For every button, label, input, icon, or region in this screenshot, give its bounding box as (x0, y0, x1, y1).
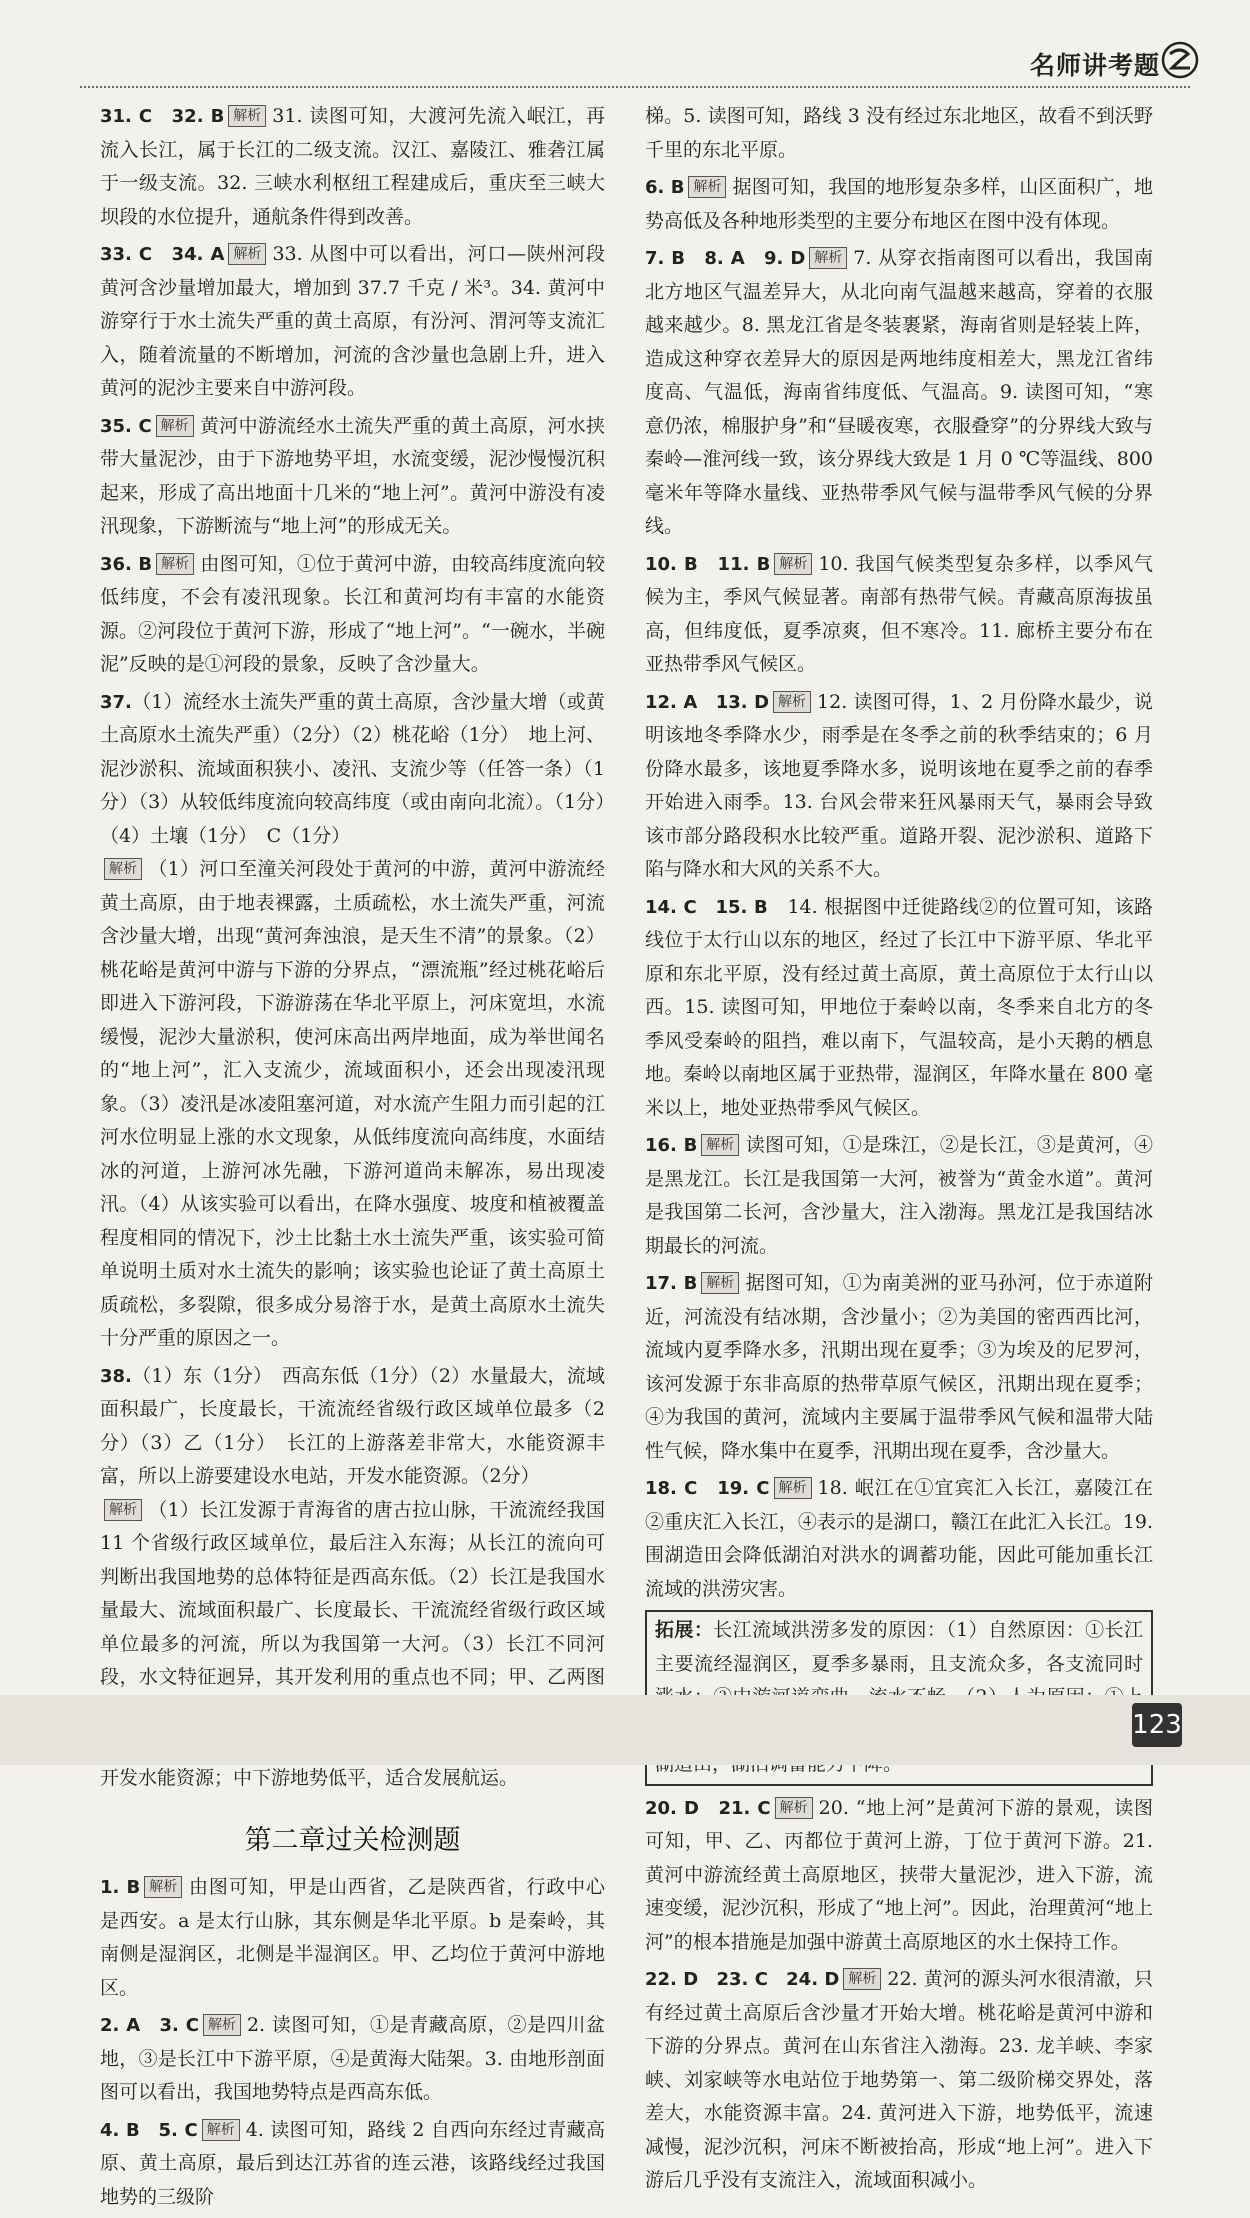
answer-item: 20. D 21. C 解析 20. “地上河”是黄河下游的景观，读图可知，甲、乙、丙都位于黄河上游，丁位于黄河下游。21. 黄河中游流经黄土高原地区，挟带大量泥沙，进入下游，流速变缓，泥沙沉积，形成了“地上河”。因此，治理黄河“地上河”的根本措施是加强中游黄土高原地区的水土保持工作。 (645, 1796, 1153, 1953)
answer-item: 16. B 解析 读图可知，①是珠江，②是长江，③是黄河，④是黑龙江。长江是我国第一大河，被誉为“黄金水道”。黄河是我国第二长河，含沙量大，注入渤海。黑龙江是我国结冰期最长的河流。 (645, 1134, 1153, 1257)
answer-item: 12. A 13. D 解析 12. 读图可得，1、2 月份降水最少，说明该地冬季降水少，雨季是在冬季之前的秋季结束的；6 月份降水最多，该地夏季降水多，说明该地在夏季之前的春季开始进入雨季。13. 台风会带来狂风暴雨天气，暴雨会导致该市部分路段积水比较严重。道路开裂、泥沙淤积、道路下陷与降水和大风的关系不大。 (645, 690, 1153, 880)
answer-item: 6. B 解析 据图可知，我国的地形复杂多样，山区面积广，地势高低及各种地形类型的主要分布地区在图中没有体现。 (645, 176, 1153, 232)
page-number: 123 (1132, 1703, 1182, 1747)
extension-box: 拓展：长江流域洪涝多发的原因：（1）自然原因：①长江主要流经湿润区，夏季多暴雨，且支流众多，各支流同时 (645, 1610, 1153, 1786)
answer-item: 2. A 3. C 解析 2. 读图可知，①是青藏高原，②是四川盆地，③是长江中下游平原，④是黄海大陆架。3. 由地形剖面图可以看出，我国地势特点是西高东低。 (100, 2014, 606, 2103)
header-title: 名师讲考题 (1029, 51, 1160, 80)
answer-item: 33. C 34. A 解析 33. 从图中可以看出，河口—陕州河段黄河含沙量增加最大，增加到 37.7 千克 / 米³。34. 黄河中游穿行于水土流失严重的黄土高原，有汾河、渭河等支流汇入，随着流量的不断增加，河流的含沙量也急剧上升，进入黄河的泥沙主要来自中游河段。 (100, 243, 606, 399)
section-title: 第二章过关检测题 (244, 1825, 461, 1856)
answer-item: 35. C 解析 黄河中游流经水土流失严重的黄土高原，河水挟带大量泥沙，由于下游地势平坦，水流变缓，泥沙慢慢沉积起来，形成了高出地面十几米的“地上河”。黄河中游没有凌汛现象，下游断流与“地上河”的形成无关。 (100, 414, 605, 537)
answer-item: 22. D 23. C 24. D 解析 22. 黄河的源头河水很清澈，只有经过黄土高原后含沙量才开始大增。桃花峪是黄河中游和下游的分界点。黄河在山东省注入渤海。23. 龙羊峡、李家峡、刘家峡等水电站位于地势第一、第二级阶梯交界处，落差大，水能资源丰富。24. 黄河进入下游，地势低平，流速减慢，泥沙沉积，河床不断被抬高，形成“地上河”。进入下游后几乎没有支流注入，流域面积减小。 (645, 1968, 1153, 2191)
header-divider (80, 86, 1190, 88)
answer-item: 31. C 32. B 解析 31. 读图可知，大渡河先流入岷江，再流入长江，属于长江的二级支流。汉江、嘉陵江、雅砻江属于一级支流。32. 三峡水利枢纽工程建成后，重庆至三峡大坝段的水位提升，通航条件得到改善。 (100, 105, 605, 228)
answer-item: 1. B 解析 由图可知，甲是山西省，乙是陕西省，行政中心是西安。a 是太行山脉，其东侧是华北平原。b 是秦岭，其南侧是湿润区，北侧是半湿润区。甲、乙均位于黄河中游地区。 (100, 1876, 605, 1999)
answer-item: 18. C 19. C 解析 18. 岷江在①宜宾汇入长江，嘉陵江在②重庆汇入长江，④表示的是湖口，赣江在此汇入长江。19. 围湖造田会降低湖泊对洪水的调蓄功能，因此可能加重长江流域的洪涝灾害。 (645, 1477, 1153, 1600)
answer-item: 38.（1）东（1分） 西高东低（1分）（2）水量最大，流域面积最广，长度最长，干流流经省级行政区域单位最多（2分）（3）乙（1分） 长江的上游落差非常大，水能资源丰富，所以上游要建设水电站，开发水能资源。（2分） 解析 （1）长江发源于青海省的唐古拉山脉，干流流经我国 11 个省级行政区域单位，最后注入东海；从长江的流向可判断出我国地势的总体特征是西高东低。（2）长江是我国水量最大、流域面积最广、长度最长、干流流经省级行政区域单位最多的河流，所以为我国第一大河。（3）长江不同河段，水文特征迥异，其开发利用的重点也不同；甲、乙两图 开发水能资源；中下游地势低平，适合发展航运。 (100, 1364, 605, 1789)
answer-item: 14. C 15. B 14. 根据图中迁徙路线②的位置可知，该路线位于太行山以东的地区，经过了长江中下游平原、华北平原和东北平原，没有经过黄土高原，黄土高原位于太行山以西。15. 读图可知，甲地位于秦岭以南，冬季来自北方的冬季风受秦岭的阻挡，难以南下，气温较高，是小天鹅的栖息地。秦岭以南地区属于亚热带，湿润区，年降水量在 800 毫米以上，地处亚热带季风气候区。 (645, 895, 1153, 1119)
footer-band (0, 1695, 1250, 1765)
answer-item: 4. B 5. C 解析 4. 读图可知，路线 2 自西向东经过青藏高原、黄土高原，最后到达江苏省的连云港，该路线经过我国地势的三级阶 (100, 2118, 605, 2208)
right-column (645, 100, 1153, 2202)
left-column (100, 100, 605, 2218)
answer-item: 7. B 8. A 9. D 解析 7. 从穿衣指南图可以看出，我国南北方地区气温差异大，从北向南气温越来越高，穿着的衣服越来越少。8. 黑龙江省是冬装裹紧，海南省则是轻装上阵，造成这种穿衣差异大的原因是两地纬度相差大，黑龙江省纬度高、气温低，海南省纬度低、气温高。9. 读图可知，“寒意仍浓，棉服护身”和“昼暖夜寒，衣服叠穿”的分界线大致与秦岭—淮河线一致，该分界线大致是 1 月 0 ℃等温线、800 毫米年等降水量线、亚热带季风气候与温带季风气候的分界线。 (645, 247, 1153, 537)
brand-logo-icon (1160, 40, 1200, 80)
answer-item: 17. B 解析 据图可知，①为南美洲的亚马孙河，位于赤道附近，河流没有结冰期，含沙量小；②为美国的密西西比河，流域内夏季降水多，汛期出现在夏季；③为埃及的尼罗河，该河发源于东非高原的热带草原气候区，汛期出现在夏季；④为我国的黄河，流域内主要属于温带季风气候和温带大陆性气候，降水集中在夏季，汛期出现在夏季，含沙量大。 (645, 1272, 1153, 1462)
continued-text: 梯。5. 读图可知，路线 3 没有经过东北地区，故看不到沃野千里的东北平原。 (645, 105, 1153, 161)
answer-item: 37.（1）流经水土流失严重的黄土高原，含沙量大增（或黄土高原水土流失严重）（2分）（2）桃花峪（1分） 地上河、泥沙淤积、流域面积狭小、凌汛、支流少等（任答一条）（1分）（3）从较低纬度流向较高纬度（或由南向北流）。（1分）（4）土壤（1分） C（1分） 解析 （1）河口至潼关河段处于黄河的中游，黄河中游流经黄土高原，由于地表裸露，土质疏松，水土流失严重，河流含沙量大增，出现“黄河奔浊浪，是天生不清”的景象。（2）桃花峪是黄河中游与下游的分界点，“漂流瓶”经过桃花峪后即进入下游河段，下游游荡在华北平原上，河床宽坦，水流缓慢，泥沙大量淤积，使河床高出两岸地面，成为举世闻名的“地上河”，汇入支流少，流域面积小，还会出现凌汛现象。（3）凌汛是冰凌阻塞河道，对水流产生阻力而引起的江河水位明显上涨的水文现象，从低纬度流向高纬度，水面结冰的河道，上游河冰先融，下游河道尚未解冻，易出现凌汛。（4）从该实验可以看出，在降水强度、坡度和植被覆盖程度相同的情况下，沙土比黏土水土流失严重，该实验可简单说明土质对水土流失的影响；该实验也论证了黄土高原土质疏松，多裂隙，很多成分易溶于水，是黄土高原水土流失十分严重的原因之一。 (100, 690, 605, 1349)
answer-item: 10. B 11. B 解析 10. 我国气候类型复杂多样，以季风气候为主，季风气候显著。南部有热带气候。青藏高原海拔虽高，但纬度低，夏季凉爽，但不寒冷。11. 廊桥主要分布在亚热带季风气候区。 (645, 552, 1153, 675)
answer-item: 36. B 解析 由图可知，①位于黄河中游，由较高纬度流向较低纬度，不会有凌汛现象。长江和黄河均有丰富的水能资源。②河段位于黄河下游，形成了“地上河”。“一碗水，半碗泥”反映的是①河段的景象，反映了含沙量大。 (100, 552, 605, 675)
page-header (0, 0, 1250, 90)
